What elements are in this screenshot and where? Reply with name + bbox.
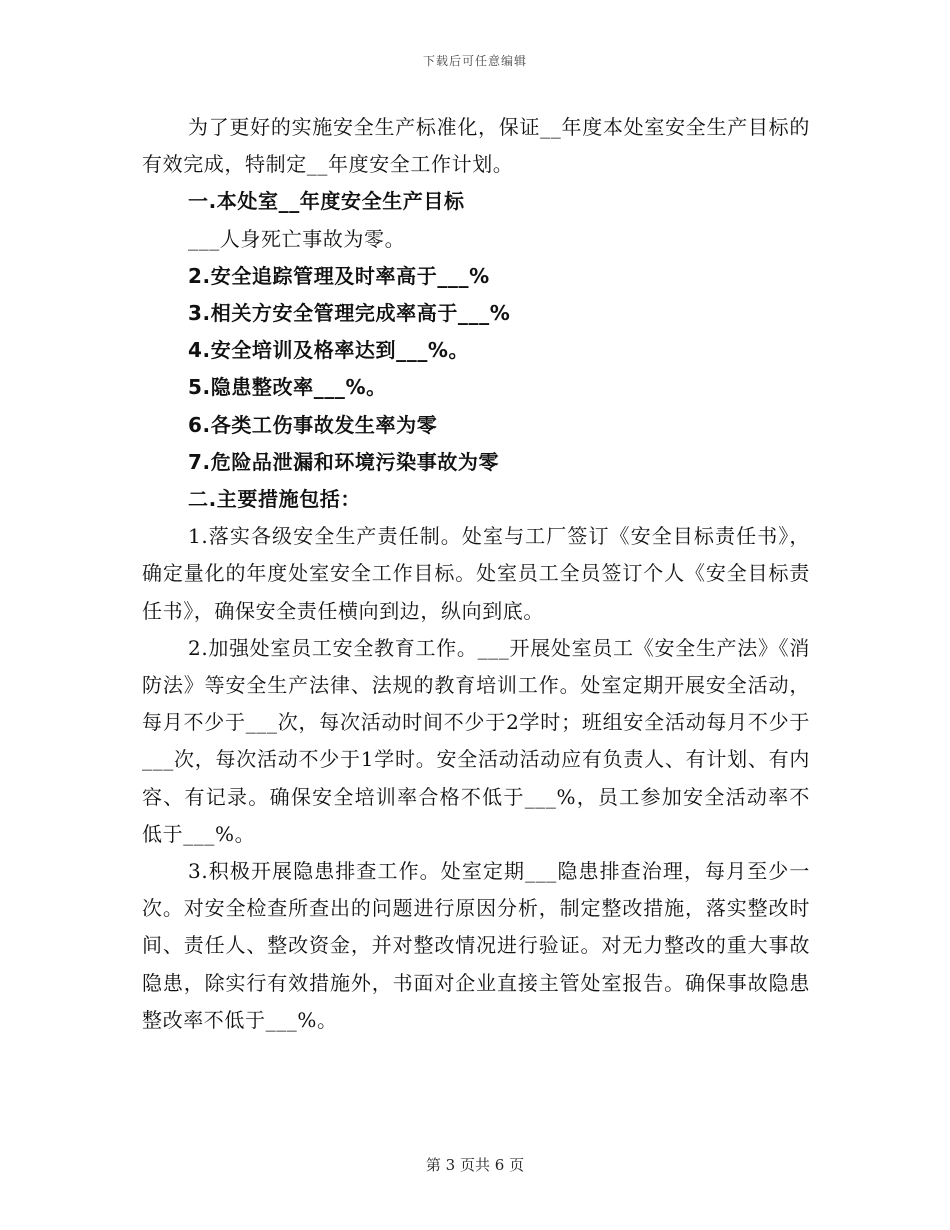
page-number-footer: 第 3 页共 6 页 [425,1156,525,1174]
section-1-heading: 一.本处室__年度安全生产目标 [188,189,465,214]
intro-paragraph: 为了更好的实施安全生产标准化，保证__年度本处室安全生产目标的有效完成，特制定__年度安全工作计划。 [142,115,810,177]
goal-item-4: 4.安全培训及格率达到___%。 [188,338,470,363]
goal-item-2: 2.安全追踪管理及时率高于___% [188,263,490,288]
goal-item-5: 5.隐患整改率___%。 [188,375,387,400]
goal-item-6: 6.各类工伤事故发生率为零 [188,412,438,437]
section-2-heading: 二.主要措施包括： [188,487,361,512]
goal-item-7: 7.危险品泄漏和环境污染事故为零 [188,449,500,474]
document-body [142,109,810,1039]
page-header: 下载后可任意编辑 [422,54,527,68]
measure-paragraph-1: 1.落实各级安全生产责任制。处室与工厂签订《安全目标责任书》，确定量化的年度处室安全工作目标。处室员工全员签订个人《安全目标责任书》，确保安全责任横向到边，纵向到底。 [142,524,810,623]
goal-item-1: ___人身死亡事故为零。 [188,226,406,251]
measure-paragraph-2: 2.加强处室员工安全教育工作。___开展处室员工《安全生产法》《消防法》等安全生产法律、法规的教育培训工作。处室定期开展安全活动，每月不少于___次，每次活动时间不少于2学时；班组安全活动每月不少于___次，每次活动不少于1学时。安全活动活动应有负责人、有计划、有内容、有记录。确保安全培训率合格不低于___%，员工参加安全活动率不低于___%。 [142,635,810,846]
goal-item-3: 3.相关方安全管理完成率高于___% [188,301,511,326]
measure-paragraph-3: 3.积极开展隐患排查工作。处室定期___隐患排查治理，每月至少一次。对安全检查所查出的问题进行原因分析，制定整改措施，落实整改时间、责任人、整改资金，并对整改情况进行验证。对无力整改的重大事故隐患，除实行有效措施外，书面对企业直接主管处室报告。确保事故隐患整改率不低于___%。 [142,859,810,1032]
